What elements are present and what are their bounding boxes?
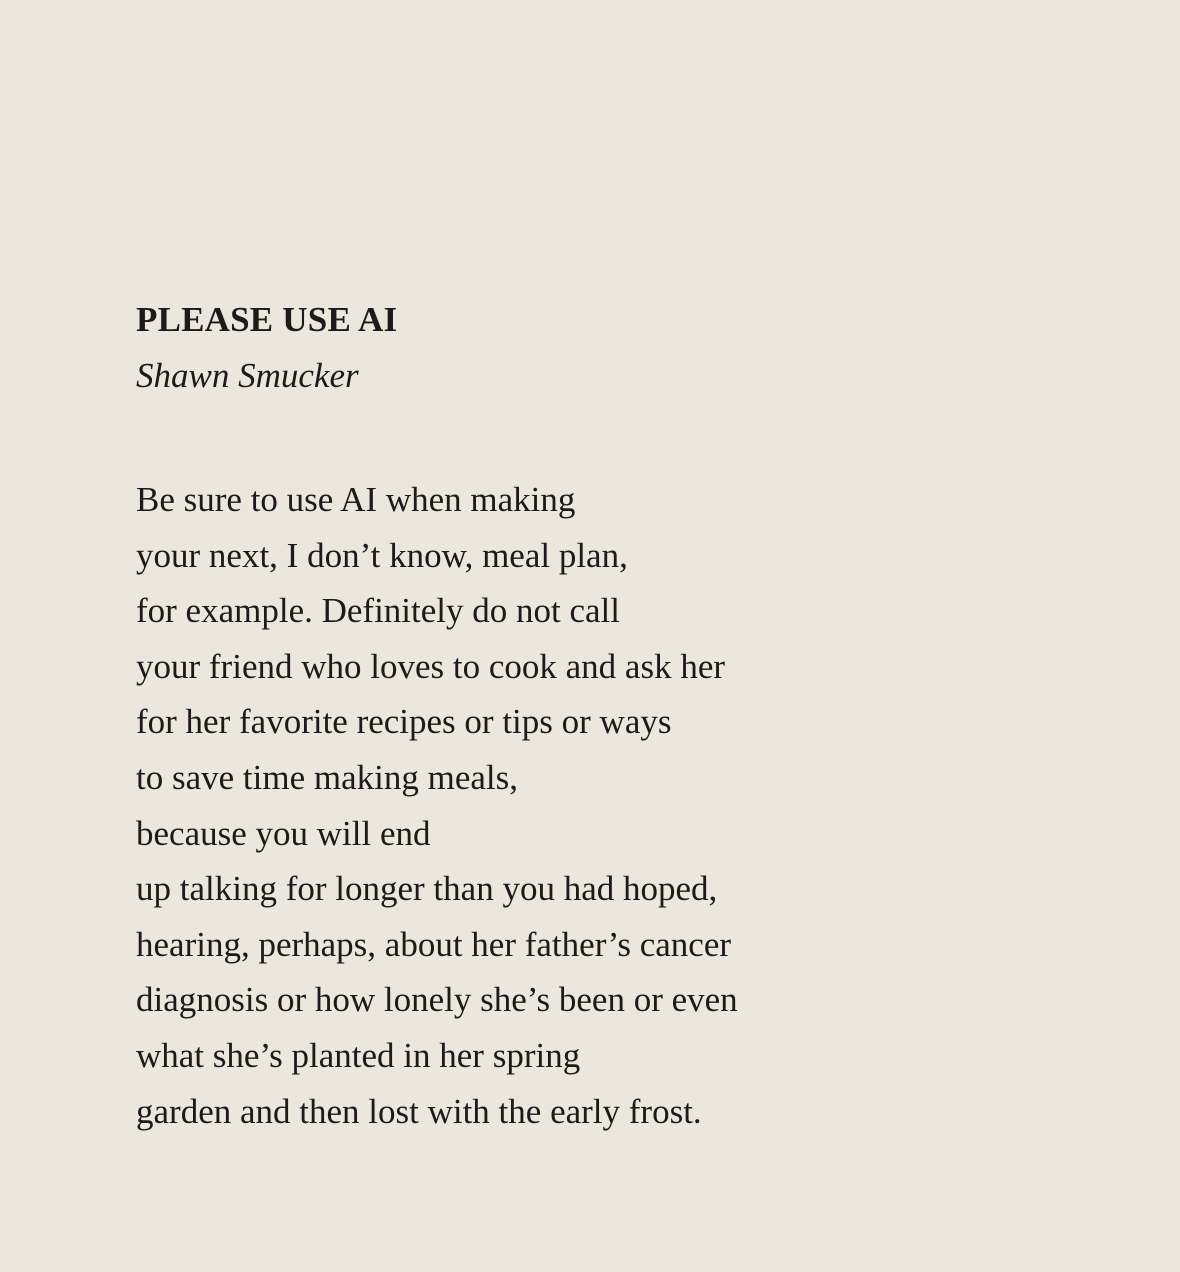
poem-line: up talking for longer than you had hoped,: [136, 869, 718, 909]
poem: [136, 296, 1036, 1139]
poem-stanza: [136, 472, 1036, 1139]
poem-author: Shawn Smucker: [136, 356, 359, 395]
poem-line: because you will end: [136, 813, 431, 853]
poem-line: what she’s planted in her spring: [136, 1035, 581, 1075]
poem-title: PLEASE USE AI: [136, 300, 398, 339]
poem-line: for example. Definitely do not call: [136, 591, 621, 631]
poem-line: for her favorite recipes or tips or ways: [136, 702, 672, 742]
poem-line: to save time making meals,: [136, 757, 518, 797]
poem-line: garden and then lost with the early frost.: [136, 1091, 702, 1131]
poem-line: diagnosis or how lonely she’s been or even: [136, 980, 738, 1020]
poem-line: your next, I don’t know, meal plan,: [136, 535, 628, 575]
poem-line: your friend who loves to cook and ask her: [136, 646, 726, 686]
poem-line: Be sure to use AI when making: [136, 480, 576, 519]
poem-line: hearing, perhaps, about her father’s cancer: [136, 924, 732, 964]
